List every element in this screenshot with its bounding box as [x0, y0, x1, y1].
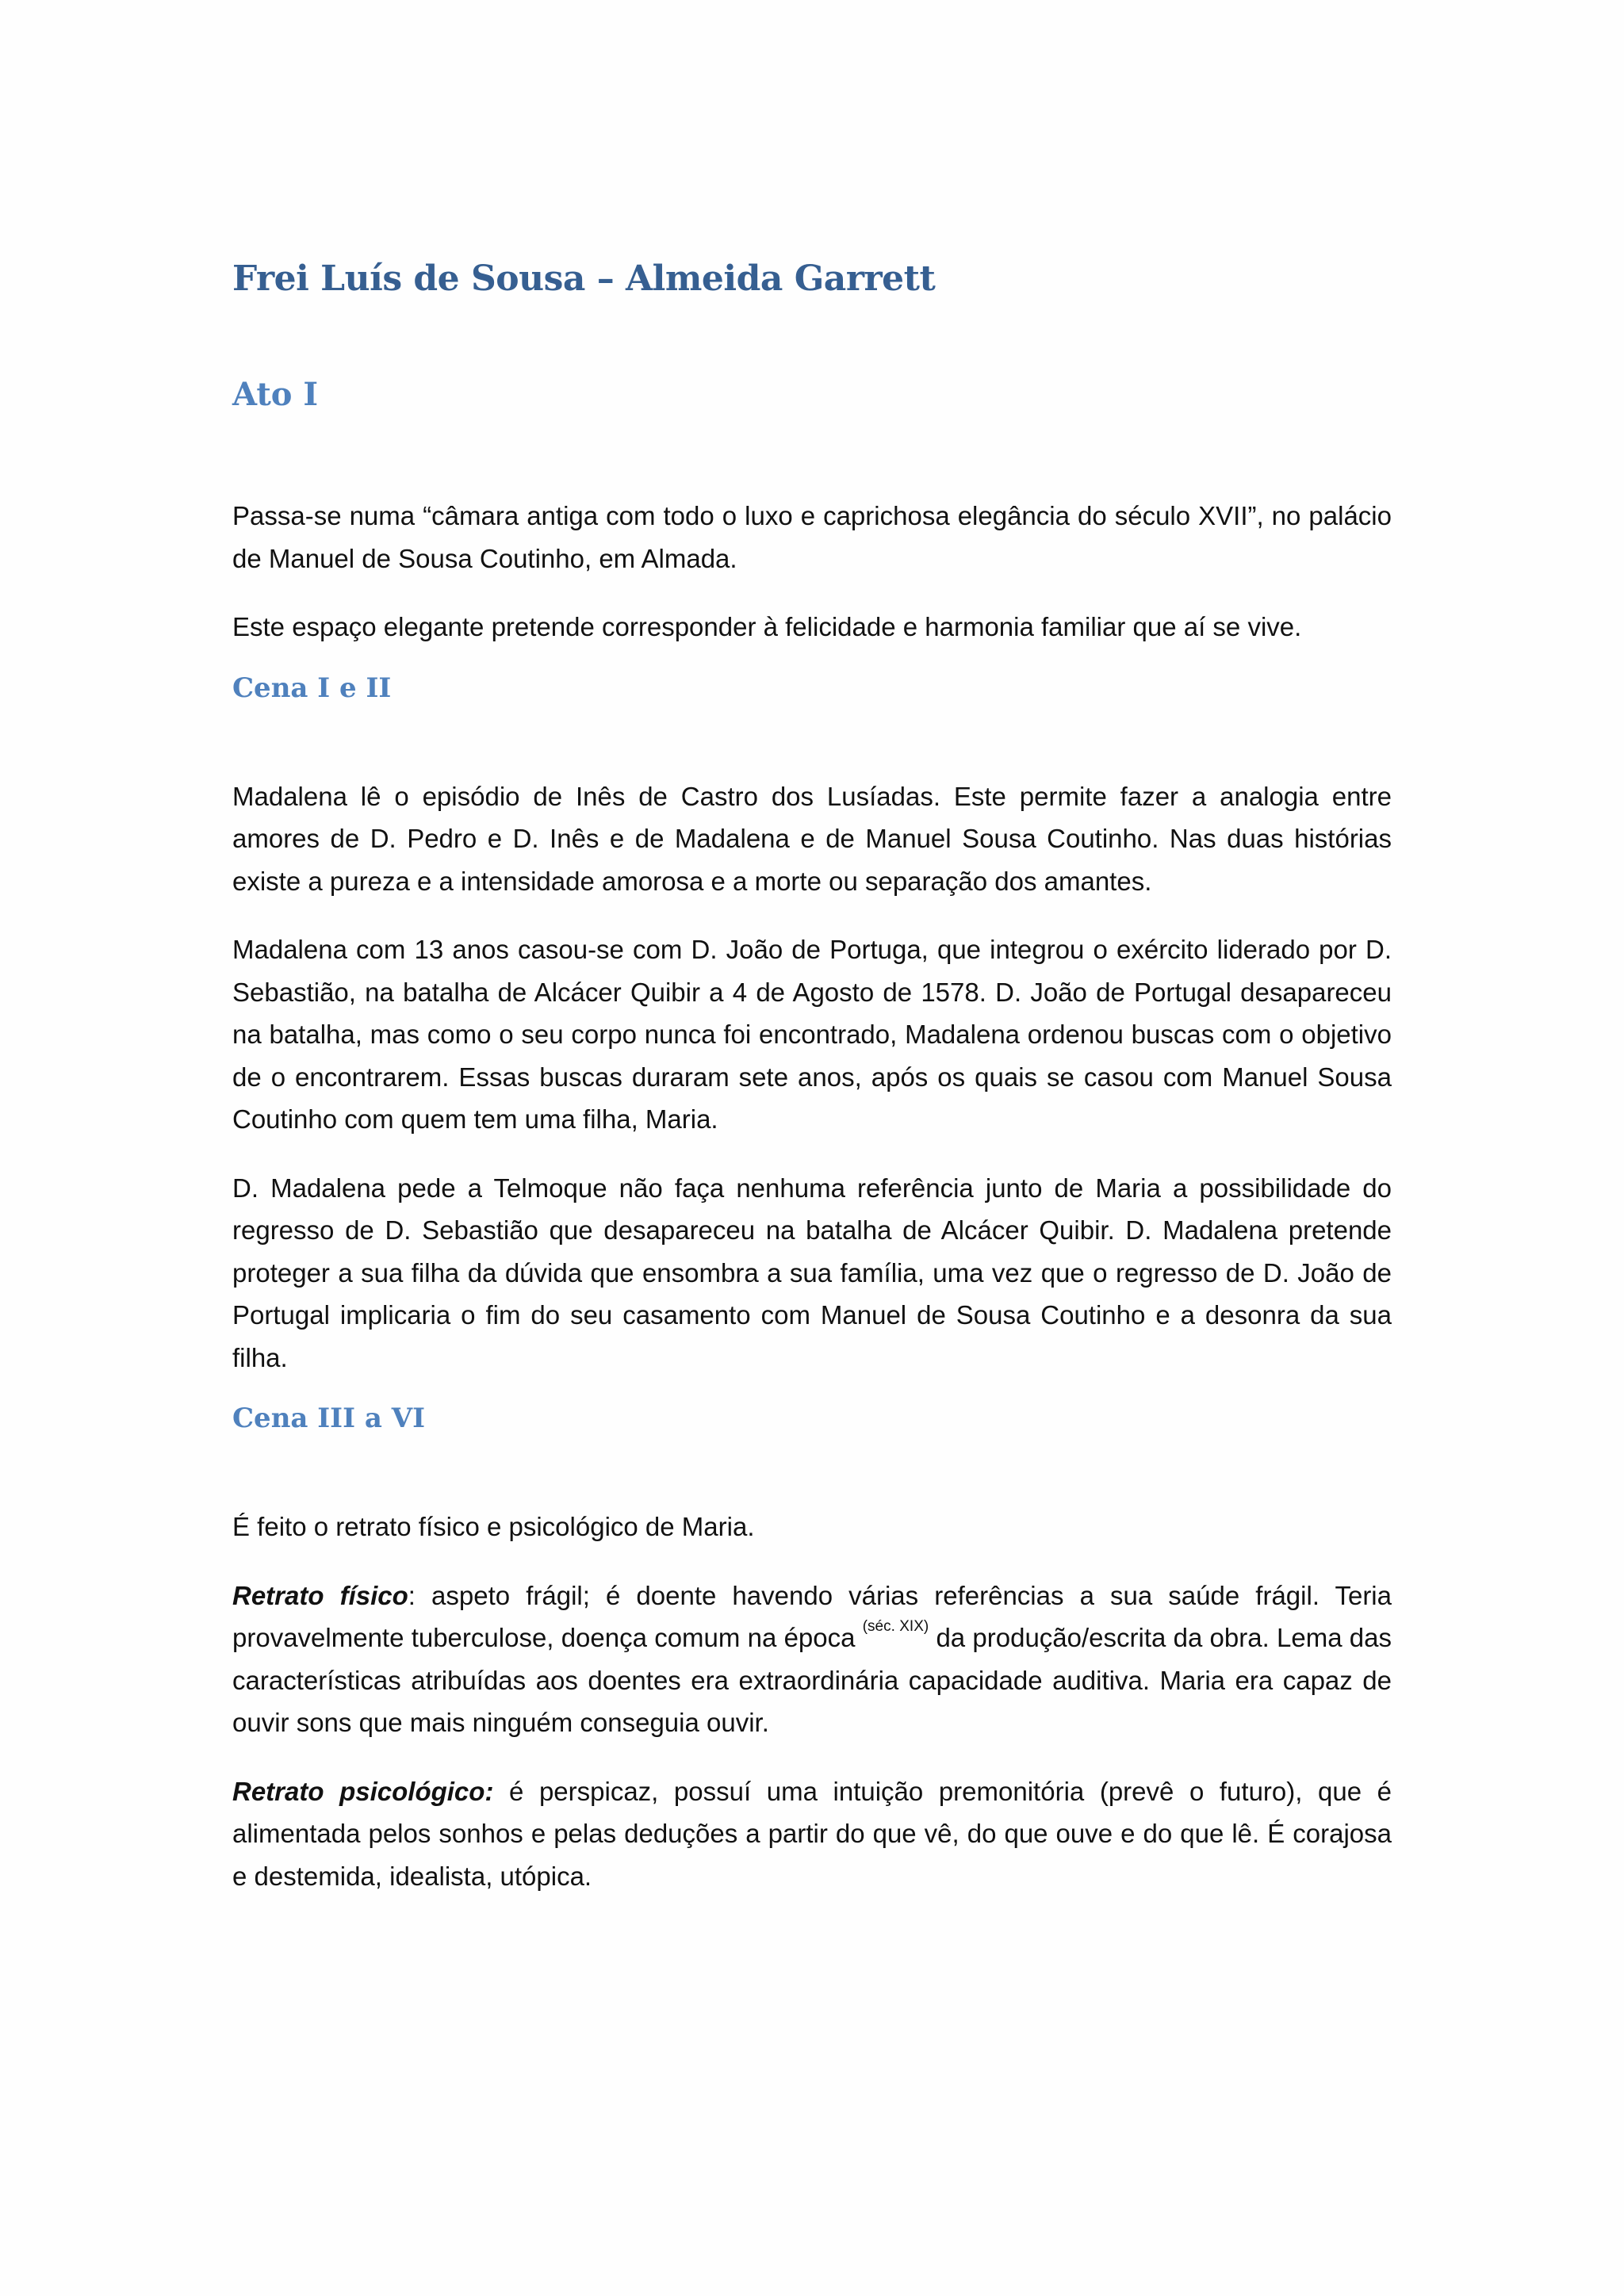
act-paragraph-setting: Passa-se numa “câmara antiga com todo o luxo e caprichosa elegância do século XVII”, no palácio de Manuel de Sousa Coutinho, em Almada. — [232, 501, 1392, 573]
century-superscript: (séc. XIX) — [862, 1618, 929, 1635]
psychological-portrait-paragraph — [232, 1770, 1392, 1898]
scene2-intro: É feito o retrato físico e psicológico de Maria. — [232, 1512, 755, 1541]
scene1-paragraph-ines: Madalena lê o episódio de Inês de Castro dos Lusíadas. Este permite fazer a analogia entre amores de D. Pedro e D. Inês e de Madalena e de Manuel Sousa Coutinho. Nas duas histórias existe a pureza e a intensidade amorosa e a morte ou separação dos amantes. — [232, 781, 1392, 896]
scene-heading-1-2: Cena I e II — [232, 672, 392, 704]
scene1-paragraph-telmo: D. Madalena pede a Telmoque não faça nenhuma referência junto de Maria a possibilidade do regresso de D. Sebastião que desapareceu na batalha de Alcácer Quibir. D. Madalena pretende proteger a sua filha da dúvida que ensombra a sua família, uma vez que o regresso de D. João de Portugal implicaria o fim do seu casamento com Manuel de Sousa Coutinho e a desonra da sua filha. — [232, 1173, 1392, 1372]
act-paragraph-space: Este espaço elegante pretende corresponder à felicidade e harmonia familiar que aí se vive. — [232, 612, 1302, 641]
physical-portrait-paragraph — [232, 1575, 1392, 1744]
document-body — [232, 255, 1392, 1897]
physical-portrait-label: Retrato físico — [232, 1580, 408, 1610]
psychological-portrait-label: Retrato psicológico: — [232, 1776, 494, 1806]
physical-portrait-text-before: : aspeto frágil; é doente havendo várias referências a sua saúde frágil. Teria provavelmente tuberculose, doença comum na época — [232, 1580, 1392, 1652]
scene-heading-3-6: Cena III a VI — [232, 1402, 425, 1434]
scene1-paragraph-joao: Madalena com 13 anos casou-se com D. João de Portuga, que integrou o exército liderado por D. Sebastião, na batalha de Alcácer Quibir a 4 de Agosto de 1578. D. João de Portugal desapareceu na batalha, mas como o seu corpo nunca foi encontrado, Madalena ordenou buscas com o objetivo de o encontrarem. Essas buscas duraram sete anos, após os quais se casou com Manuel Sousa Coutinho com quem tem uma filha, Maria. — [232, 935, 1392, 1134]
physical-portrait-text-after: da produção/escrita da obra. Lema das características atribuídas aos doentes era extraordinária capacidade auditiva. Maria era capaz de ouvir sons que mais ninguém conseguia ouvir. — [232, 1623, 1392, 1737]
psychological-portrait-text: é perspicaz, possuí uma intuição premonitória (prevê o futuro), que é alimentada pelos sonhos e pelas deduções a partir do que vê, do que ouve e do que lê. É corajosa e destemida, idealista, utópica. — [232, 1776, 1392, 1891]
document-title: Frei Luís de Sousa – Almeida Garrett — [232, 258, 936, 299]
act-heading: Ato I — [232, 376, 319, 413]
